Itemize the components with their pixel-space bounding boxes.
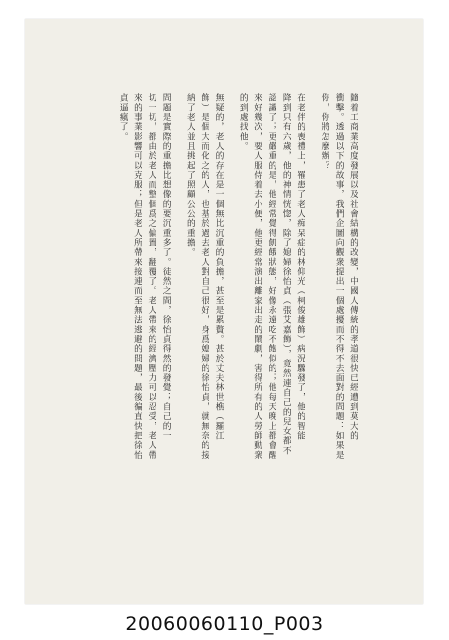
text-column: 飾）是個大而化之的人，也基於過去老人對自己很好，身爲媳婦的徐怡貞，就無奈的接 [199,93,210,460]
text-column: 你，你將怎麼辦？ [319,93,330,171]
text-column: 的到處找他。 [238,93,248,151]
text-column: 無疑的，老人的存在是一個無比沉重的負擔，甚至是累贅。甚於丈夫林世樵（羅江 [213,93,224,441]
paragraph-gap [310,93,315,501]
text-column: 切一切，都由於老人而整個爲之偏置，翻覆了。老人帶來的經濟壓力可以忍受，老人帶 [146,93,157,460]
paragraph-gap [228,93,233,501]
paragraph-gap [175,93,180,501]
vertical-text-body [118,93,358,501]
text-column: 納了老人並且挑起了照顧公公的重擔。 [185,93,195,258]
text-column: 降到只有六歲，他的神情恍惚，除了媳婦徐怡貞（張艾嘉飾），竟然連自己的兒女都不 [281,93,291,456]
archive-id-caption: 20060060110_P003 [125,613,324,635]
text-column: 隨着工商業高度發展以及社會結構的改變，中國人傳統的孝道很快已經遭到莫大的 [348,93,358,441]
text-column: 在老伴的喪禮上，罹患了老人痴呆症的林仰光（柯俊雄飾）病況驟發了，他的智能 [295,93,306,441]
text-column: 來好幾次，要人服侍着去小便，他更經常演出離家出走的鬧劇，害得所有的人勞師動衆 [252,93,263,460]
text-column: 來的事業影響可以克服；但是老人所帶來接連而至無法逃避的問題，最後徧直快把徐怡 [132,93,143,460]
text-column: 貞逼瘋了。 [117,93,128,142]
text-column: 衝擊。透過以下的故事，我們企圖向觀衆提出一個處擾而不得不去面對的問題：如果是 [333,93,344,460]
text-column: 認識了；更嚴重的是，他經常覺得飢餓狀態，好像永遠吃不飽似的；他每天晚上都會醒 [266,93,277,460]
document-page [25,19,423,604]
text-column: 問題是實際的重擔比想像的要沉重多了。徒然之間，徐怡貞得然的發覺；自己的一 [160,93,171,441]
